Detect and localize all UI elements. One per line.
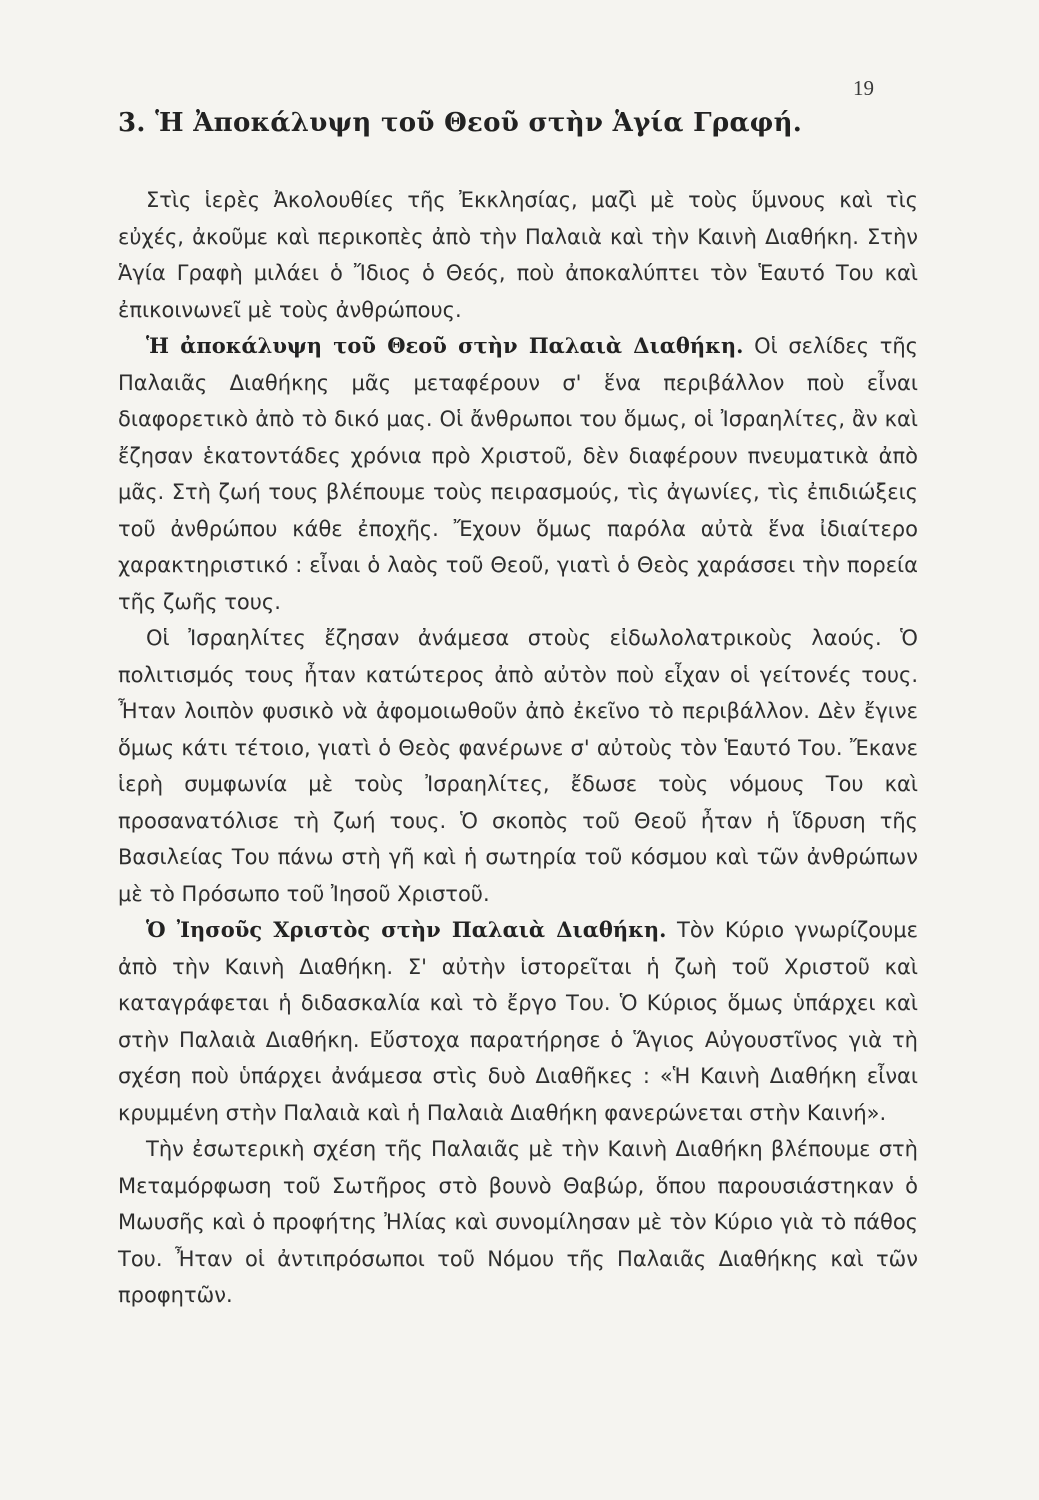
old-testament-heading: Ἡ ἀποκάλυψη τοῦ Θεοῦ στὴν Παλαιὰ Διαθήκη. <box>146 333 744 358</box>
chapter-heading: 3. Ἡ Ἀποκάλυψη τοῦ Θεοῦ στὴν Ἁγία Γραφή. <box>118 108 803 138</box>
christ-text: Τὸν Κύριο γνωρίζουμε ἀπὸ τὴν Καινὴ Διαθήκη. Σ' αὐτὴν ἱστορεῖται ἡ ζωὴ τοῦ Χριστοῦ καὶ καταγράφεται ἡ διδασκαλία καὶ τὸ ἔργο Του. Ὁ Κύριος ὅμως ὑπάρχει καὶ στὴν Παλαιὰ Διαθήκη. Εὔστοχα παρατήρησε ὁ Ἅγιος Αὐγουστῖνος γιὰ τὴ σχέση ποὺ ὑπάρχει ἀνάμεσα στὶς δυὸ Διαθῆκες : «Ἡ Καινὴ Διαθήκη εἶναι κρυμμένη στὴν Παλαιὰ καὶ ἡ Παλαιὰ Διαθήκη φανερώνεται στὴν Καινή». <box>118 918 918 1125</box>
intro-paragraph: Στὶς ἱερὲς Ἀκολουθίες τῆς Ἐκκλησίας, μαζὶ μὲ τοὺς ὕμνους καὶ τὶς εὐχές, ἀκοῦμε καὶ περικοπὲς ἀπὸ τὴν Παλαιὰ καὶ τὴν Καινὴ Διαθήκη. Στὴν Ἁγία Γραφὴ μιλάει ὁ Ἴδιος ὁ Θεός, ποὺ ἀποκαλύπτει τὸν Ἑαυτό Του καὶ ἐπικοινωνεῖ μὲ τοὺς ἀνθρώπους. <box>118 188 918 322</box>
old-testament-section <box>118 328 918 620</box>
christ-heading: Ὁ Ἰησοῦς Χριστὸς στὴν Παλαιὰ Διαθήκη. <box>146 917 667 942</box>
transfiguration-paragraph: Τὴν ἐσωτερικὴ σχέση τῆς Παλαιᾶς μὲ τὴν Καινὴ Διαθήκη βλέπουμε στὴ Μεταμόρφωση τοῦ Σωτῆρος στὸ βουνὸ Θαβώρ, ὅπου παρουσιάστηκαν ὁ Μωυσῆς καὶ ὁ προφήτης Ἠλίας καὶ συνομίλησαν μὲ τὸν Κύριο γιὰ τὸ πάθος Του. Ἦταν οἱ ἀντιπρόσωποι τοῦ Νόμου τῆς Παλαιᾶς Διαθήκης καὶ τῶν προφητῶν. <box>118 1137 918 1307</box>
old-testament-text: Οἱ σελίδες τῆς Παλαιᾶς Διαθήκης μᾶς μεταφέρουν σ' ἕνα περιβάλλον ποὺ εἶναι διαφορετικὸ ἀπὸ τὸ δικό μας. Οἱ ἄνθρωποι του ὅμως, οἱ Ἰσραηλίτες, ἂν καὶ ἔζησαν ἑκατοντάδες χρόνια πρὸ Χριστοῦ, δὲν διαφέρουν πνευματικὰ ἀπὸ μᾶς. Στὴ ζωή τους βλέπουμε τοὺς πειρασμούς, τὶς ἀγωνίες, τὶς ἐπιδιώξεις τοῦ ἀνθρώπου κάθε ἐποχῆς. Ἔχουν ὅμως παρόλα αὐτὰ ἕνα ἰδιαίτερο χαρακτηριστικό : εἶναι ὁ λαὸς τοῦ Θεοῦ, γιατὶ ὁ Θεὸς χαράσσει τὴν πορεία τῆς ζωῆς τους. <box>118 334 918 614</box>
christ-section <box>118 912 918 1131</box>
page-number: 19 <box>853 76 874 100</box>
page-content <box>118 108 918 1314</box>
israelites-paragraph: Οἱ Ἰσραηλίτες ἔζησαν ἀνάμεσα στοὺς εἰδωλολατρικοὺς λαούς. Ὁ πολιτισμός τους ἦταν κατώτερος ἀπὸ αὐτὸν ποὺ εἶχαν οἱ γείτονές τους. Ἦταν λοιπὸν φυσικὸ νὰ ἀφομοιωθοῦν ἀπὸ ἐκεῖνο τὸ περιβάλλον. Δὲν ἔγινε ὅμως κάτι τέτοιο, γιατὶ ὁ Θεὸς φανέρωνε σ' αὐτοὺς τὸν Ἑαυτό Του. Ἔκανε ἱερὴ συμφωνία μὲ τοὺς Ἰσραηλίτες, ἔδωσε τοὺς νόμους Του καὶ προσανατόλισε τὴ ζωή τους. Ὁ σκοπὸς τοῦ Θεοῦ ἦταν ἡ ἵδρυση τῆς Βασιλείας Του πάνω στὴ γῆ καὶ ἡ σωτηρία τοῦ κόσμου καὶ τῶν ἀνθρώπων μὲ τὸ Πρόσωπο τοῦ Ἰησοῦ Χριστοῦ. <box>118 626 918 906</box>
